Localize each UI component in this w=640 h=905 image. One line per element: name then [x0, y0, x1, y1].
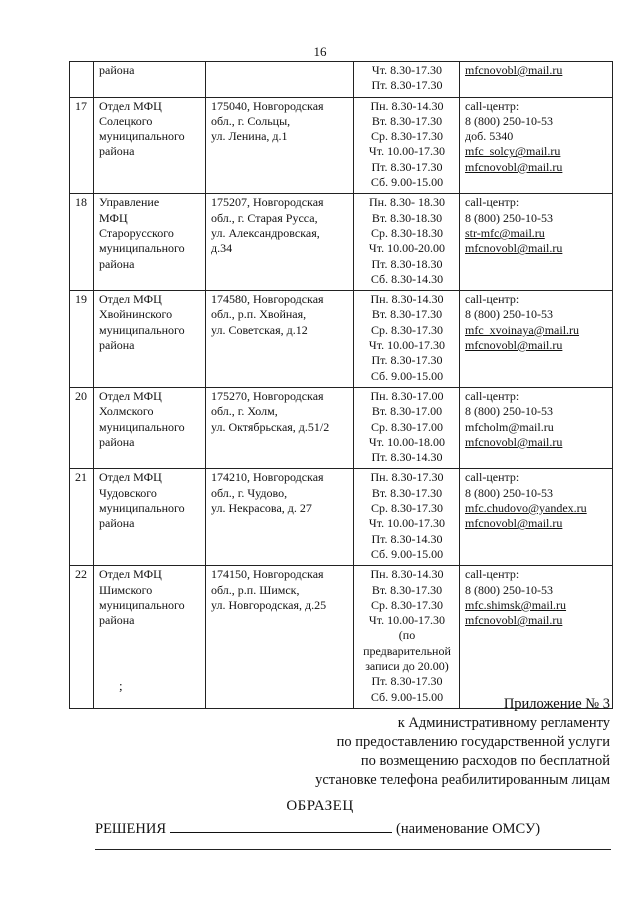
appendix-line: по возмещению расходов по бесплатной: [360, 753, 610, 769]
office-hours-line: Пт. 8.30-14.30: [371, 450, 443, 465]
office-contacts-cell: [460, 62, 613, 98]
email-link[interactable]: mfc_xvoinaya@mail.ru: [465, 322, 580, 337]
office-hours-line: Сб. 9.00-15.00: [370, 175, 444, 190]
office-contacts-cell: [460, 566, 613, 709]
office-address-cell: [206, 566, 354, 709]
office-address-line: ул. Ленина, д.1: [211, 129, 288, 144]
office-hours-line: Чт. 10.00-20.00: [368, 241, 446, 256]
office-hours-line: Вт. 8.30-17.30: [371, 113, 443, 128]
decision-label: РЕШЕНИЯ: [95, 821, 167, 837]
office-name-line: Отдел МФЦ: [99, 292, 162, 307]
office-hours-line: Вт. 8.30-17.30: [371, 582, 443, 597]
office-address-line: ул. Новгородская, д.25: [211, 597, 327, 612]
office-hours-cell: [354, 291, 460, 388]
office-name-line: Хвойнинского: [99, 307, 173, 322]
office-name-line: Управление: [99, 195, 160, 210]
office-hours-line: Ср. 8.30-17.30: [371, 129, 443, 144]
office-contacts-cell: [460, 97, 613, 194]
office-address-cell: [206, 194, 354, 291]
office-address-line: 174580, Новгородская: [211, 292, 324, 307]
appendix-header: [315, 695, 610, 790]
email-link[interactable]: str-mfc@mail.ru: [465, 225, 545, 240]
office-address-cell: [206, 62, 354, 98]
office-hours-line: Ср. 8.30-17.30: [371, 322, 443, 337]
office-hours-cell: [354, 62, 460, 98]
office-address-line: ул. Советская, д.12: [211, 322, 308, 337]
office-address-line: ул. Александровская,: [211, 225, 320, 240]
office-contacts-line: 8 (800) 250-10-53: [465, 307, 553, 322]
office-hours-line: Пн. 8.30- 18.30: [368, 195, 446, 210]
omsu-blank-field: [170, 818, 392, 833]
row-number: 22: [70, 566, 94, 709]
office-name-line: Отдел МФЦ: [99, 567, 162, 582]
table-row: [70, 469, 613, 566]
office-address-line: 174210, Новгородская: [211, 470, 324, 485]
appendix-line: Приложение № 3: [503, 696, 610, 712]
office-hours-cell: [354, 469, 460, 566]
office-contacts-cell: [460, 291, 613, 388]
office-name-line: района: [99, 338, 135, 353]
office-hours-line: Чт. 10.00-17.30: [368, 338, 446, 353]
office-name-line: муниципального: [99, 322, 185, 337]
office-address-line: обл., г. Сольцы,: [211, 113, 291, 128]
office-name-line: Отдел МФЦ: [99, 388, 162, 403]
office-address-line: ул. Некрасова, д. 27: [211, 501, 312, 516]
office-hours-line: Ср. 8.30-17.30: [371, 501, 443, 516]
email-link[interactable]: mfcnovobl@mail.ru: [465, 338, 563, 353]
table-row: [70, 194, 613, 291]
office-hours-line: Чт. 10.00-17.30: [368, 144, 446, 159]
office-hours-line: Пн. 8.30-14.30: [370, 98, 444, 113]
office-name-line: Чудовского: [99, 485, 157, 500]
sample-title: ОБРАЗЕЦ: [286, 798, 354, 814]
office-contacts-cell: [460, 469, 613, 566]
row-number: [70, 62, 94, 98]
office-hours-line: Вт. 8.30-17.30: [371, 307, 443, 322]
separator-line: [95, 849, 611, 850]
office-name-cell: [94, 194, 206, 291]
office-contacts-line: 8 (800) 250-10-53: [465, 582, 553, 597]
row-number: 20: [70, 387, 94, 468]
office-name-line: муниципального: [99, 419, 185, 434]
office-address-line: 175040, Новгородская: [211, 98, 324, 113]
office-hours-line: предварительной: [363, 643, 451, 658]
office-contacts-line: call-центр:: [465, 98, 520, 113]
office-contacts-line: call-центр:: [465, 567, 520, 582]
office-contacts-line: 8 (800) 250-10-53: [465, 404, 553, 419]
table-row: [70, 566, 613, 709]
office-hours-line: Пн. 8.30-17.00: [370, 388, 444, 403]
mfc-offices-table: [69, 61, 613, 709]
office-address-cell: [206, 97, 354, 194]
office-hours-line: Сб. 9.00-15.00: [370, 546, 444, 561]
office-hours-line: Чт. 8.30-17.30: [371, 63, 443, 77]
table-row: [70, 62, 613, 98]
office-name-line: муниципального: [99, 129, 185, 144]
office-hours-cell: [354, 387, 460, 468]
office-contacts-line: 8 (800) 250-10-53: [465, 485, 553, 500]
office-contacts-line: call-центр:: [465, 470, 520, 485]
email-link[interactable]: mfcnovobl@mail.ru: [465, 63, 563, 77]
email-link[interactable]: mfcnovobl@mail.ru: [465, 241, 563, 256]
office-contacts-line: call-центр:: [465, 388, 520, 403]
office-hours-line: Пт. 8.30-17.30: [371, 159, 443, 174]
row-number: 21: [70, 469, 94, 566]
office-address-line: обл., р.п. Хвойная,: [211, 307, 307, 322]
office-hours-line: (по: [398, 628, 416, 643]
table-row: [70, 387, 613, 468]
office-address-line: 175207, Новгородская: [211, 195, 324, 210]
office-name-line: Старорусского: [99, 225, 174, 240]
office-contacts-line: mfcholm@mail.ru: [465, 419, 554, 434]
office-contacts-line: доб. 5340: [465, 129, 514, 144]
office-name-line: Холмского: [99, 404, 154, 419]
row-number: 19: [70, 291, 94, 388]
office-name-line: района: [99, 516, 135, 531]
office-name-cell: [94, 566, 206, 709]
office-contacts-line: 8 (800) 250-10-53: [465, 210, 553, 225]
office-hours-line: Пн. 8.30-14.30: [370, 292, 444, 307]
office-hours-line: Пт. 8.30-14.30: [371, 531, 443, 546]
office-name-cell: [94, 97, 206, 194]
office-contacts-cell: [460, 387, 613, 468]
office-hours-line: Сб. 9.00-15.00: [370, 689, 444, 704]
appendix-line: по предоставлению государственной услуги: [336, 734, 610, 750]
office-name-line: муниципального: [99, 241, 185, 256]
page-number: 16: [313, 44, 327, 59]
email-link[interactable]: mfc_solcy@mail.ru: [465, 144, 561, 159]
office-hours-line: Чт. 10.00-18.00: [368, 434, 446, 449]
table-row: [70, 291, 613, 388]
office-name-line: района: [99, 63, 135, 77]
email-link[interactable]: mfcnovobl@mail.ru: [465, 516, 563, 531]
office-contacts-cell: [460, 194, 613, 291]
office-hours-line: Пт. 8.30-18.30: [371, 256, 443, 271]
office-name-line: Шимского: [99, 582, 153, 597]
office-address-line: 175270, Новгородская: [211, 388, 324, 403]
row-number: 17: [70, 97, 94, 194]
email-link[interactable]: mfcnovobl@mail.ru: [465, 613, 563, 628]
office-contacts-line: call-центр:: [465, 195, 520, 210]
office-hours-line: Ср. 8.30-17.00: [371, 419, 443, 434]
office-hours-line: Вт. 8.30-17.30: [371, 485, 443, 500]
office-hours-line: Ср. 8.30-17.30: [371, 597, 443, 612]
office-hours-line: Пн. 8.30-17.30: [370, 470, 444, 485]
office-name-cell: [94, 387, 206, 468]
office-hours-cell: [354, 566, 460, 709]
office-hours-line: Чт. 10.00-17.30: [368, 613, 446, 628]
office-name-line: Солецкого: [99, 113, 153, 128]
office-name-line: Отдел МФЦ: [99, 470, 162, 485]
office-name-line: муниципального: [99, 597, 185, 612]
office-name-line: Отдел МФЦ: [99, 98, 162, 113]
office-contacts-line: call-центр:: [465, 292, 520, 307]
office-hours-line: Пт. 8.30-17.30: [371, 353, 443, 368]
office-name-line: района: [99, 434, 135, 449]
office-hours-line: Ср. 8.30-18.30: [371, 225, 443, 240]
office-address-cell: [206, 469, 354, 566]
office-contacts-line: 8 (800) 250-10-53: [465, 113, 553, 128]
office-address-line: ул. Октябрьская, д.51/2: [211, 419, 330, 434]
office-address-line: обл., г. Чудово,: [211, 485, 288, 500]
list-terminator: ;: [119, 678, 123, 693]
email-link[interactable]: mfcnovobl@mail.ru: [465, 434, 563, 449]
office-hours-line: Вт. 8.30-17.00: [371, 404, 443, 419]
office-address-line: д.34: [211, 241, 233, 256]
office-hours-cell: [354, 97, 460, 194]
email-link[interactable]: mfc.shimsk@mail.ru: [465, 597, 567, 612]
appendix-line: к Административному регламенту: [397, 715, 610, 731]
office-hours-cell: [354, 194, 460, 291]
office-hours-line: Сб. 9.00-15.00: [370, 368, 444, 383]
office-name-line: муниципального: [99, 501, 185, 516]
email-link[interactable]: mfcnovobl@mail.ru: [465, 159, 563, 174]
office-name-line: района: [99, 613, 135, 628]
office-hours-line: Чт. 10.00-17.30: [368, 516, 446, 531]
office-hours-line: Пн. 8.30-14.30: [370, 567, 444, 582]
office-name-cell: [94, 291, 206, 388]
office-hours-line: записи до 20.00): [365, 658, 449, 673]
office-address-cell: [206, 291, 354, 388]
office-address-line: обл., г. Старая Русса,: [211, 210, 318, 225]
office-hours-line: Вт. 8.30-18.30: [371, 210, 443, 225]
office-address-line: обл., г. Холм,: [211, 404, 278, 419]
omsu-note: (наименование ОМСУ): [396, 821, 541, 837]
office-hours-line: Сб. 8.30-14.30: [370, 271, 444, 286]
appendix-line: установке телефона реабилитированным лицам: [315, 772, 610, 788]
office-address-line: обл., р.п. Шимск,: [211, 582, 300, 597]
email-link[interactable]: mfc.chudovo@yandex.ru: [465, 501, 587, 516]
office-name-line: МФЦ: [99, 210, 128, 225]
office-address-cell: [206, 387, 354, 468]
office-name-cell: [94, 469, 206, 566]
office-address-line: 174150, Новгородская: [211, 567, 324, 582]
office-name-cell: [94, 62, 206, 98]
row-number: 18: [70, 194, 94, 291]
office-hours-line: Пт. 8.30-17.30: [371, 78, 443, 93]
office-name-line: района: [99, 256, 135, 271]
decision-line: [95, 818, 540, 838]
table-row: [70, 97, 613, 194]
office-name-line: района: [99, 144, 135, 159]
office-hours-line: Пт. 8.30-17.30: [371, 674, 443, 689]
